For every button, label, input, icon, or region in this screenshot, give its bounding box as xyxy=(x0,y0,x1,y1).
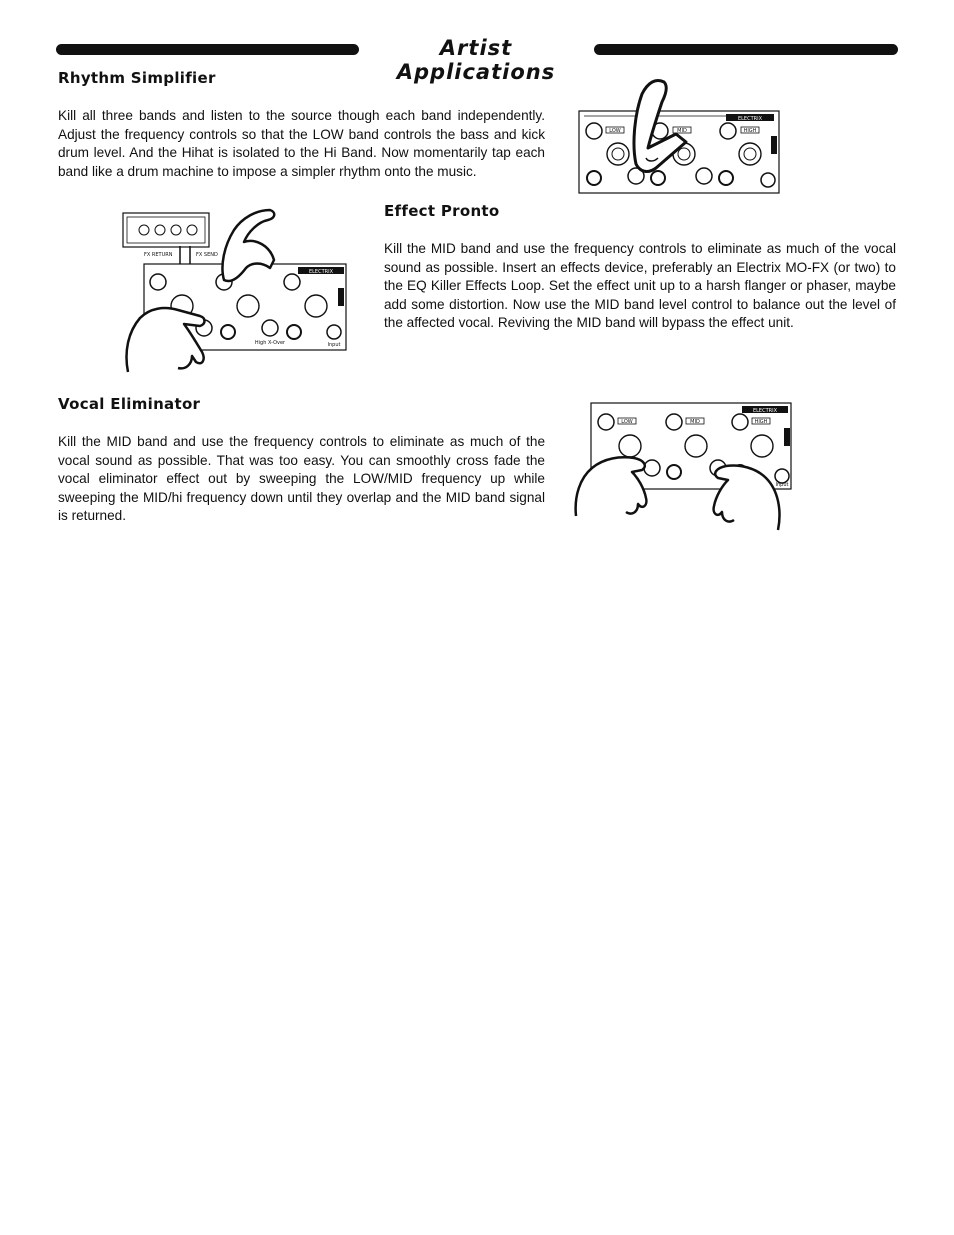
input-label: Input xyxy=(775,482,789,488)
band-label-low: LOW xyxy=(609,128,621,134)
brand-logo: ELECTRIX xyxy=(737,116,763,122)
illustration-finger-tap xyxy=(578,76,780,196)
illustration-effects-loop xyxy=(120,206,352,378)
hand-on-xover-knob xyxy=(127,308,205,372)
band-label-high: HIGH xyxy=(754,419,768,425)
eq-killer-device xyxy=(579,111,779,193)
high-xover-label: High X-Over xyxy=(254,340,286,346)
band-label-high: HIGH xyxy=(743,128,757,134)
section-body-vocal-eliminator: Kill the MID band and use the frequency controls to eliminate as much of the vocal sound as possible. That was too easy. You can smoothly cross fade the vocal eliminator effect out by sweeping the LOW/MID frequency up while sweeping the MID/hi frequency down until they overlap and the MID band signal is returned. xyxy=(58,434,545,524)
left-hand xyxy=(576,457,647,516)
fx-send-label: FX SEND xyxy=(196,252,218,258)
band-label-mid: MID xyxy=(690,419,700,425)
section-title-effect-pronto: Effect Pronto xyxy=(384,202,500,220)
section-body-rhythm-simplifier: Kill all three bands and listen to the source though each band independently. Adjust the frequency controls so that the LOW band controls the bass and kick drum level. And the Hihat is isolated to the Hi Band. Now momentarily tap each band like a drum machine to impose a simpler rhythm onto the music. xyxy=(58,108,545,179)
brand-logo: ELECTRIX xyxy=(752,408,778,414)
header-rule-left xyxy=(56,44,359,55)
input-label: Input xyxy=(327,342,341,348)
section-title-vocal-eliminator: Vocal Eliminator xyxy=(58,395,201,413)
fx-return-label: FX RETURN xyxy=(144,252,173,258)
band-label-mid: MID xyxy=(677,128,687,134)
page-title: Artist Applications xyxy=(396,36,556,84)
brand-logo: ELECTRIX xyxy=(308,269,334,275)
header-rule-right xyxy=(594,44,898,55)
section-body-effect-pronto: Kill the MID band and use the frequency controls to eliminate as much of the vocal sound as possible. Insert an effects device, preferably an Electrix MO-FX (or two) to the EQ Killer Effects Loop. Set the effect unit up to a harsh flanger or phaser, maybe add some distortion. Now use the MID band level control to balance out the level of the affected vocal. Reviving the MID band will bypass the effect unit. xyxy=(384,241,896,331)
band-label-low: LOW xyxy=(621,419,633,425)
illustration-two-hand-crossfade xyxy=(572,400,794,534)
section-title-rhythm-simplifier: Rhythm Simplifier xyxy=(58,69,216,87)
